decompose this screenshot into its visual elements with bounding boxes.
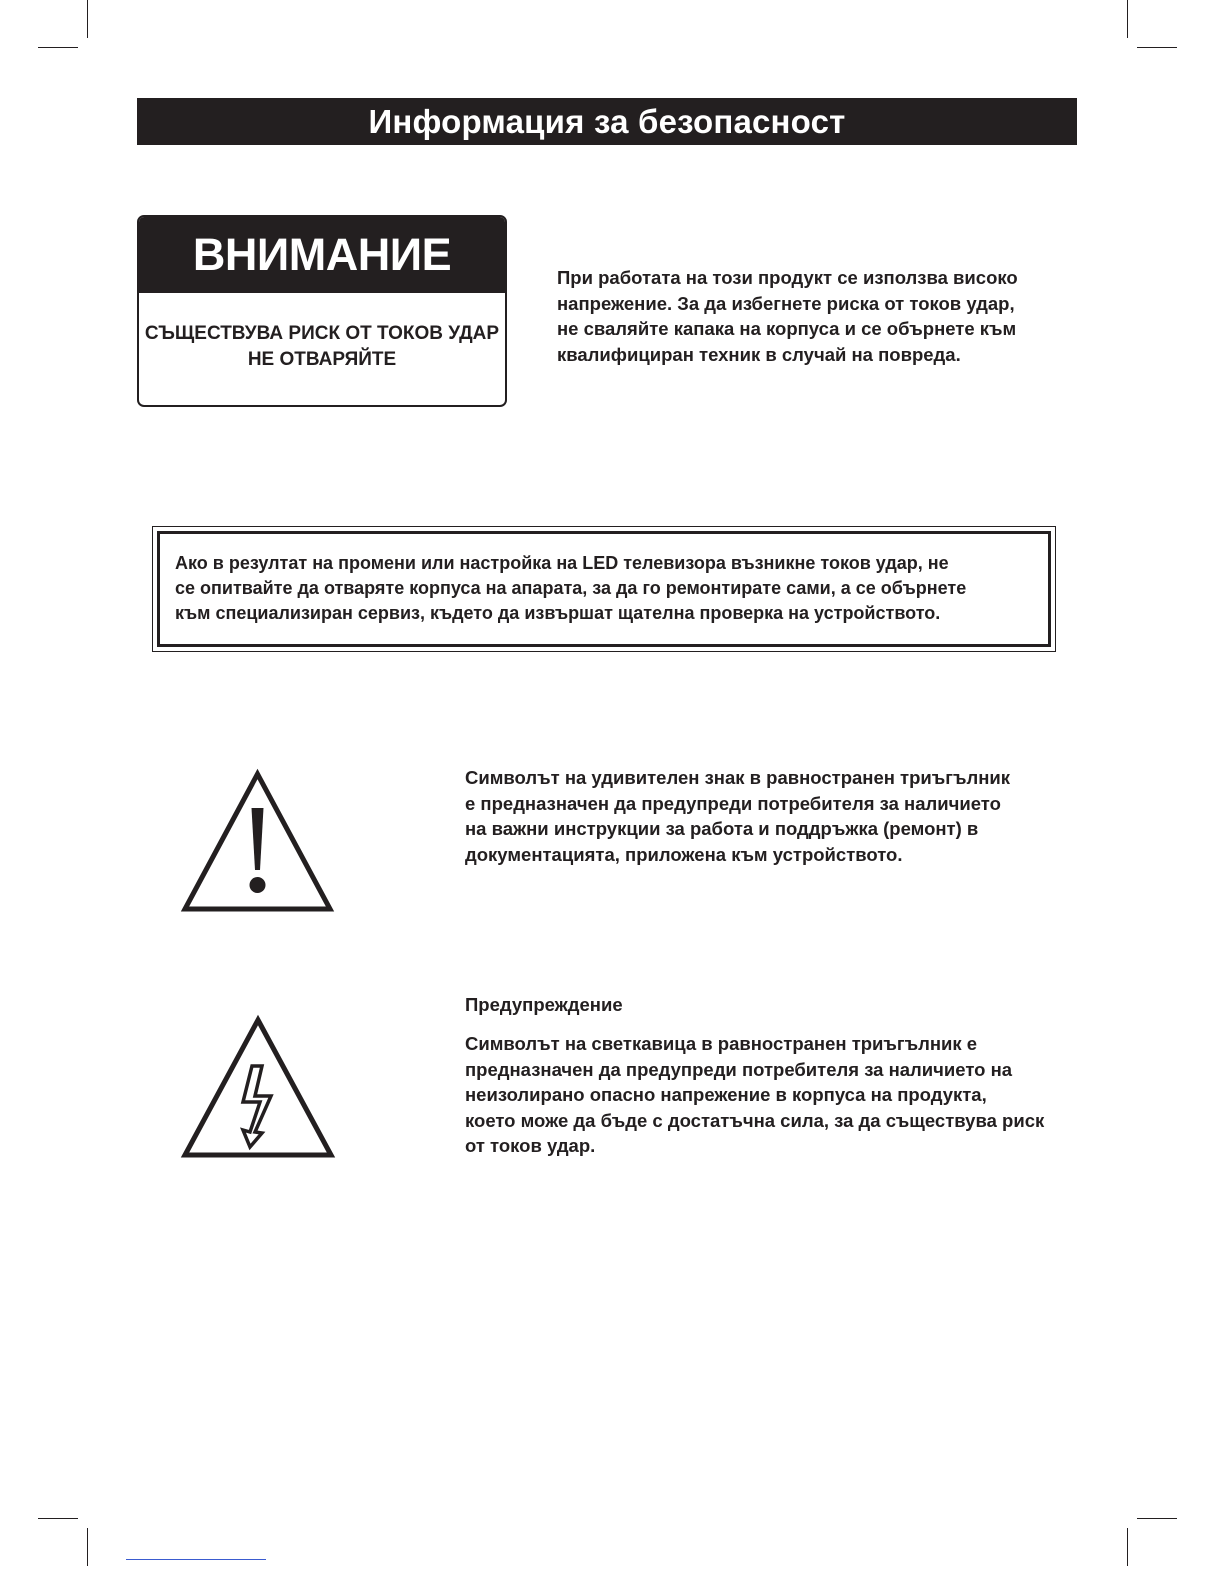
caution-line: НЕ ОТВАРЯЙТЕ: [247, 349, 397, 370]
caution-body: [139, 293, 505, 373]
caution-heading: ВНИМАНИЕ: [139, 217, 505, 293]
text-line: не сваляйте капака на корпуса и се обърнете към: [557, 318, 1017, 339]
high-voltage-note: [557, 265, 1077, 367]
footer-rule: [126, 1559, 266, 1560]
text-line: квалифициран техник в случай на повреда.: [557, 343, 961, 365]
page-title: Информация за безопасност: [137, 98, 1077, 145]
text-line: предназначен да предупреди потребителя за наличието на: [465, 1058, 1013, 1080]
crop-mark: [1137, 47, 1177, 48]
text-line: което може да бъде с достатъчна сила, за да съществува риск: [465, 1109, 1045, 1131]
text-line: неизолирано опасно напрежение в корпуса на продукта,: [465, 1084, 987, 1105]
text-line: е предназначен да предупреди потребителя за наличието: [465, 792, 1001, 814]
text-line: Символът на светкавица в равностранен триъгълник е: [465, 1033, 978, 1054]
exclamation-symbol-description: [465, 765, 1075, 867]
exclamation-triangle-icon: [180, 768, 335, 913]
text-line: Ако в резултат на промени или настройка на LED телевизора възникне токов удар, не: [175, 553, 949, 573]
text-line: на важни инструкции за работа и поддръжка (ремонт) в: [465, 818, 979, 839]
text-line: от токов удар.: [465, 1135, 596, 1156]
crop-mark: [38, 1518, 78, 1519]
notice-text: [175, 551, 1035, 626]
text-line: При работата на този продукт се използва високо: [557, 267, 1018, 288]
text-line: към специализиран сервиз, където да извършат щателна проверка на устройството.: [175, 603, 941, 623]
text-line: Символът на удивителен знак в равностранен триъгълник: [465, 767, 1011, 788]
warning-label: Предупреждение: [465, 994, 623, 1015]
text-line: се опитвайте да отваряте корпуса на апарата, за да го ремонтирате сами, а се обърнете: [175, 578, 967, 598]
crop-mark: [38, 47, 78, 48]
crop-mark: [87, 0, 88, 38]
crop-mark: [1137, 1518, 1177, 1519]
text-line: документацията, приложена към устройството.: [465, 843, 903, 865]
lightning-triangle-icon: [180, 1014, 336, 1159]
crop-mark: [1127, 0, 1128, 38]
caution-line: СЪЩЕСТВУВА РИСК ОТ ТОКОВ УДАР: [144, 323, 500, 344]
crop-mark: [1127, 1528, 1128, 1566]
lightning-symbol-description: [465, 1031, 1075, 1159]
notice-box: [152, 526, 1056, 652]
crop-mark: [87, 1528, 88, 1566]
caution-label: [137, 215, 507, 407]
text-line: напрежение. За да избегнете риска от токов удар,: [557, 292, 1015, 314]
